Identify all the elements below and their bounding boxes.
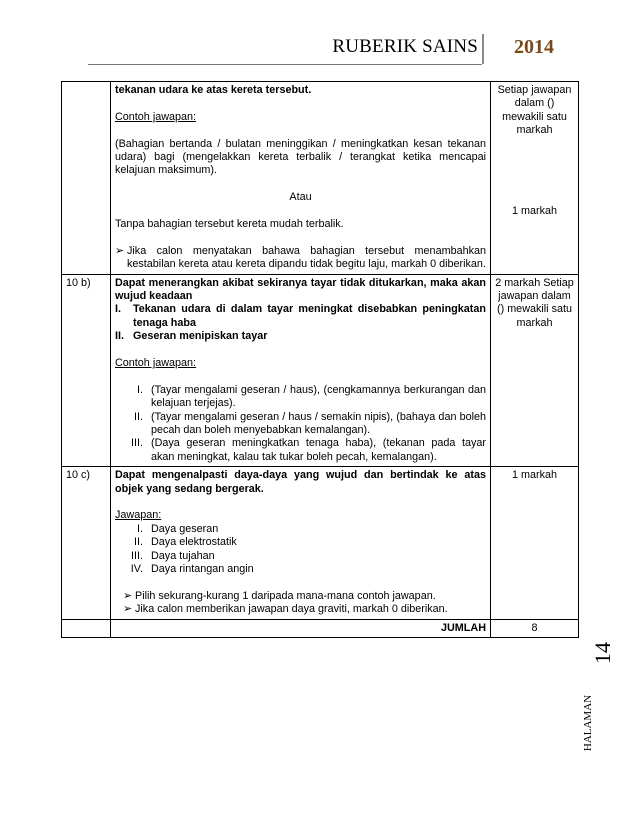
list-item: I. Daya geseran xyxy=(137,522,219,535)
marks-cell xyxy=(491,82,579,275)
arrow-bullet-icon: ➢ xyxy=(115,244,125,257)
marks-cell xyxy=(491,274,579,467)
question-number-cell xyxy=(62,82,111,275)
header-rule xyxy=(88,64,482,65)
arrow-bullet-icon: ➢ xyxy=(123,589,133,602)
criteria-title: Dapat menerangkan akibat sekiranya tayar tidak ditukarkan, maka akan wujud keadaan xyxy=(115,276,486,303)
total-label: JUMLAH xyxy=(111,619,491,637)
total-value: 8 xyxy=(491,619,579,637)
table-row xyxy=(62,619,579,637)
table-row xyxy=(62,274,579,467)
answer-heading: Jawapan: xyxy=(115,509,162,522)
list-item: II. (Tayar mengalami geseran / haus / semakin nipis), (bahaya dan boleh pecah dan boleh menyebabkan kemalangan). xyxy=(134,410,486,437)
marks-text: 2 markah Setiap jawapan dalam () mewakili satu markah xyxy=(495,276,574,329)
criteria-text: tekanan udara ke atas kereta tersebut. xyxy=(115,84,312,96)
table-row xyxy=(62,82,579,275)
page-label: HALAMAN xyxy=(582,694,594,752)
list-item: III. Daya tujahan xyxy=(131,549,215,562)
note-text: Pilih sekurang-kurang 1 daripada mana-mana contoh jawapan. xyxy=(135,589,436,602)
list-item xyxy=(115,590,486,603)
list-item: III. (Daya geseran meningkatkan tenaga haba), (tekanan pada tayar akan meningkat, kalau tak tukar boleh pecah, kemalangan). xyxy=(131,437,486,463)
note-text: Jika calon menyatakan bahawa bahagian tersebut menambahkan kestabilan kereta atau kereta dipandu tidak begitu laju, markah 0 diberikan. xyxy=(127,244,486,271)
question-number-cell: 10 b) xyxy=(62,274,111,467)
header-year: 2014 xyxy=(514,36,554,58)
list-item: IV. Daya rintangan angin xyxy=(130,563,254,576)
list-item xyxy=(115,245,486,272)
question-number-cell: 10 c) xyxy=(62,467,111,619)
marks-text: 1 markah xyxy=(511,469,557,482)
example-text: (Bahagian bertanda / bulatan meninggikan / meningkatkan kesan tekanan udara) bagi (mengelakkan kereta terbalik / terangkat ketika mencapai kelajuan maksimum). xyxy=(115,137,486,177)
criteria-cell xyxy=(111,467,491,619)
marks-text: 1 markah xyxy=(511,204,557,217)
header-separator xyxy=(482,34,484,64)
example-heading: Contoh jawapan: xyxy=(115,110,197,123)
header-title: RUBERIK SAINS xyxy=(332,36,478,57)
empty-cell xyxy=(62,619,111,637)
marks-cell xyxy=(491,467,579,619)
criteria-cell xyxy=(111,274,491,467)
alternative-answer: Tanpa bahagian tersebut kereta mudah terbalik. xyxy=(115,218,344,230)
list-item: II. Geseran menipiskan tayar xyxy=(115,330,268,343)
page-number-block xyxy=(582,632,628,752)
or-text: Atau xyxy=(289,191,312,204)
criteria-title: Dapat mengenalpasti daya-daya yang wujud dan bertindak ke atas objek yang sedang bergerak. xyxy=(115,469,486,495)
example-heading: Contoh jawapan: xyxy=(115,357,197,370)
table-row xyxy=(62,467,579,619)
arrow-bullet-icon: ➢ xyxy=(123,603,133,616)
list-item: I. Tekanan udara di dalam tayar meningkat disebabkan peningkatan tenaga haba xyxy=(115,303,486,329)
list-item: II. Daya elektrostatik xyxy=(134,536,237,549)
list-item: I. (Tayar mengalami geseran / haus), (cengkamannya berkurangan dan kelajuan terjejas). xyxy=(137,383,486,410)
criteria-cell xyxy=(111,82,491,275)
marks-text: Setiap jawapan dalam () mewakili satu markah xyxy=(497,84,572,137)
page-number: 14 xyxy=(590,642,615,664)
page-header xyxy=(0,34,638,64)
list-item xyxy=(115,603,486,616)
note-text: Jika calon memberikan jawapan daya graviti, markah 0 diberikan. xyxy=(135,603,448,616)
rubric-table xyxy=(61,81,579,638)
